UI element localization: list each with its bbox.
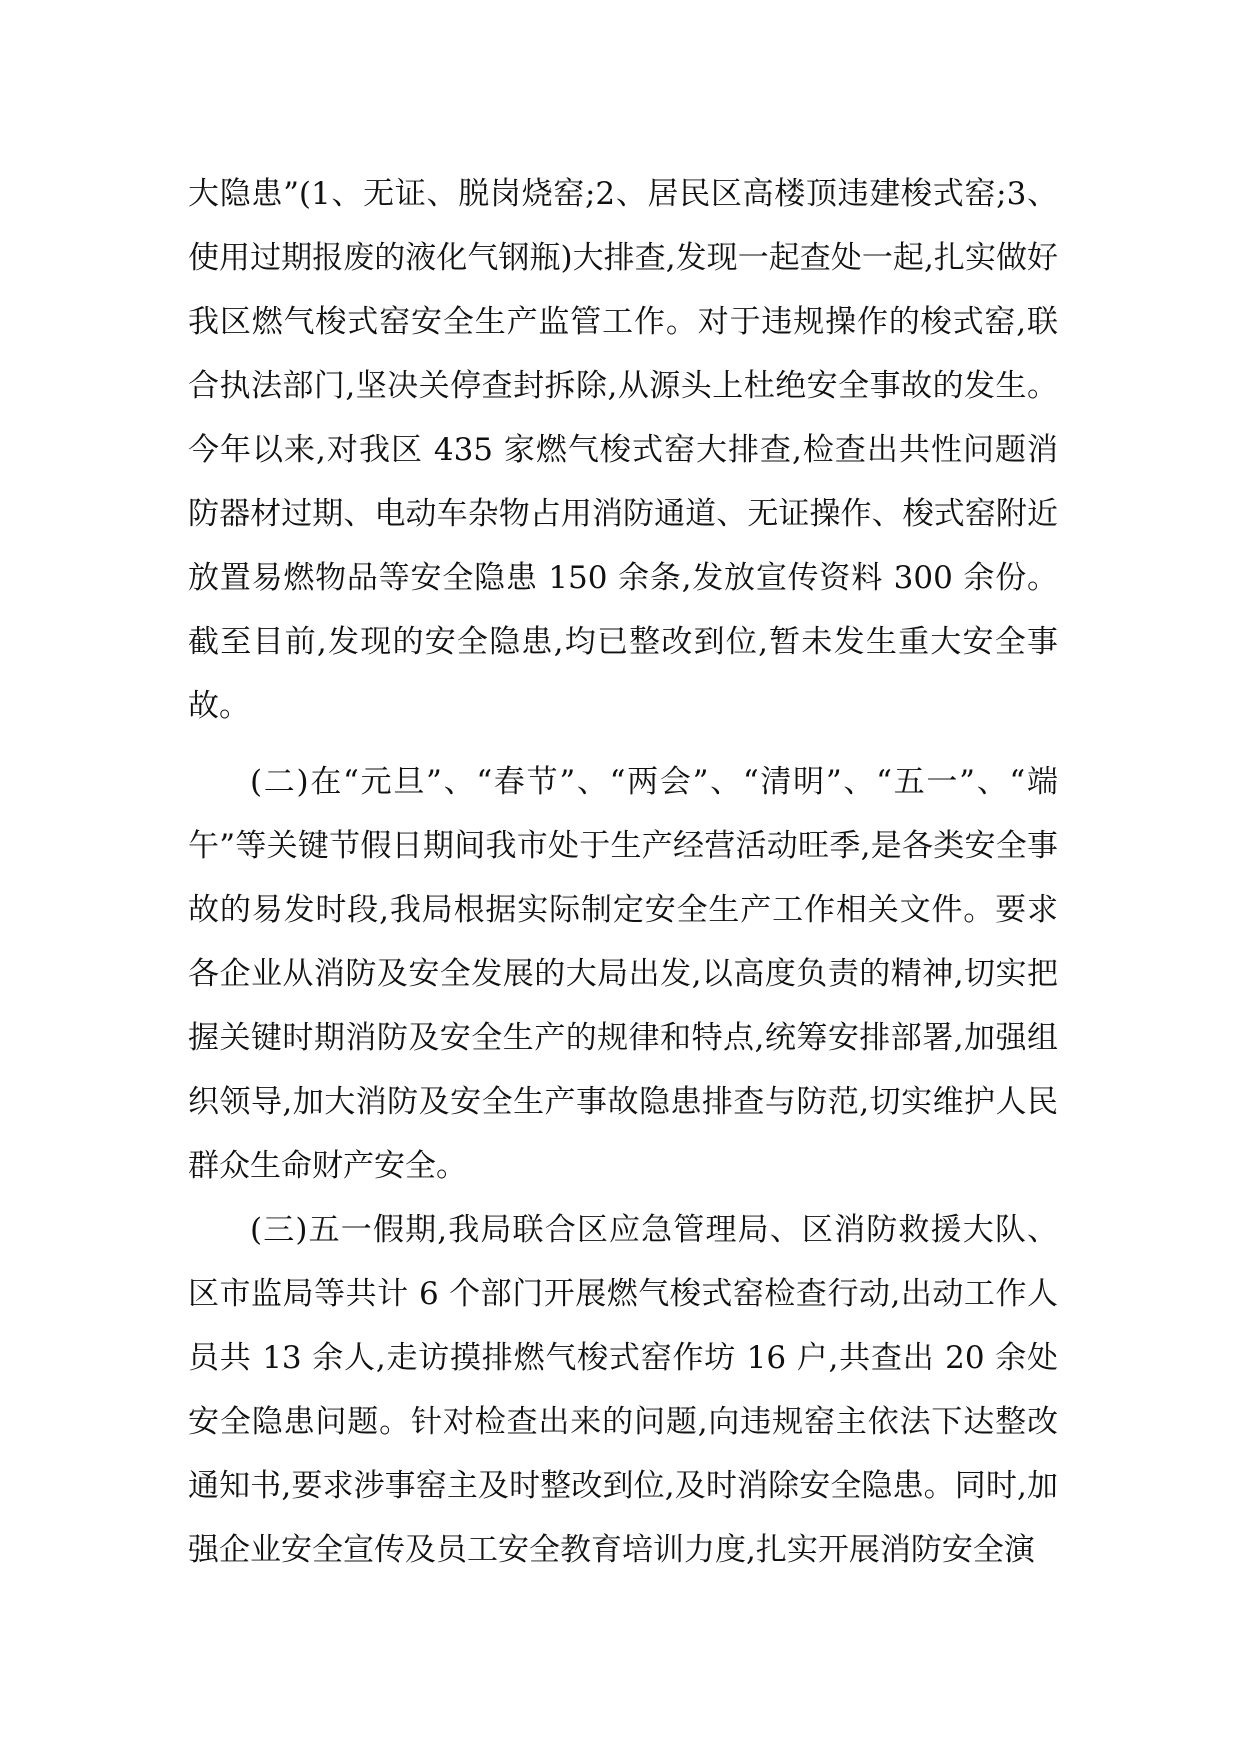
paragraph-continuation: 大隐患”(1、无证、脱岗烧窑;2、居民区高楼顶违建梭式窑;3、使用过期报废的液化气钢瓶)大排查,发现一起查处一起,扎实做好我区燃气梭式窑安全生产监管工作。对于违规操作的梭式窑,联合执法部门,坚决关停查封拆除,从源头上杜绝安全事故的发生。今年以来,对我区 435 家燃气梭式窑大排查,检查出共性问题消防器材过期、电动车杂物占用消防通道、无证操作、梭式窑附近放置易燃物品等安全隐患 150 余条,发放宣传资料 300 余份。截至目前,发现的安全隐患,均已整改到位,暂未发生重大安全事故。 — [188, 176, 1058, 724]
paragraph-section-2: (二)在“元旦”、“春节”、“两会”、“清明”、“五一”、“端午”等关键节假日期间我市处于生产经营活动旺季,是各类安全事故的易发时段,我局根据实际制定安全生产工作相关文件。要求各企业从消防及安全发展的大局出发,以高度负责的精神,切实把握关键时期消防及安全生产的规律和特点,统筹安排部署,加强组织领导,加大消防及安全生产事故隐患排查与防范,切实维护人民群众生命财产安全。 — [188, 764, 1058, 1184]
document-body — [188, 162, 1058, 1582]
paragraph-section-3: (三)五一假期,我局联合区应急管理局、区消防救援大队、区市监局等共计 6 个部门开展燃气梭式窑检查行动,出动工作人员共 13 余人,走访摸排燃气梭式窑作坊 16 户,共查出 20 余处安全隐患问题。针对检查出来的问题,向违规窑主依法下达整改通知书,要求涉事窑主及时整改到位,及时消除安全隐患。同时,加强企业安全宣传及员工安全教育培训力度,扎实开展消防安全演 — [188, 1212, 1058, 1568]
